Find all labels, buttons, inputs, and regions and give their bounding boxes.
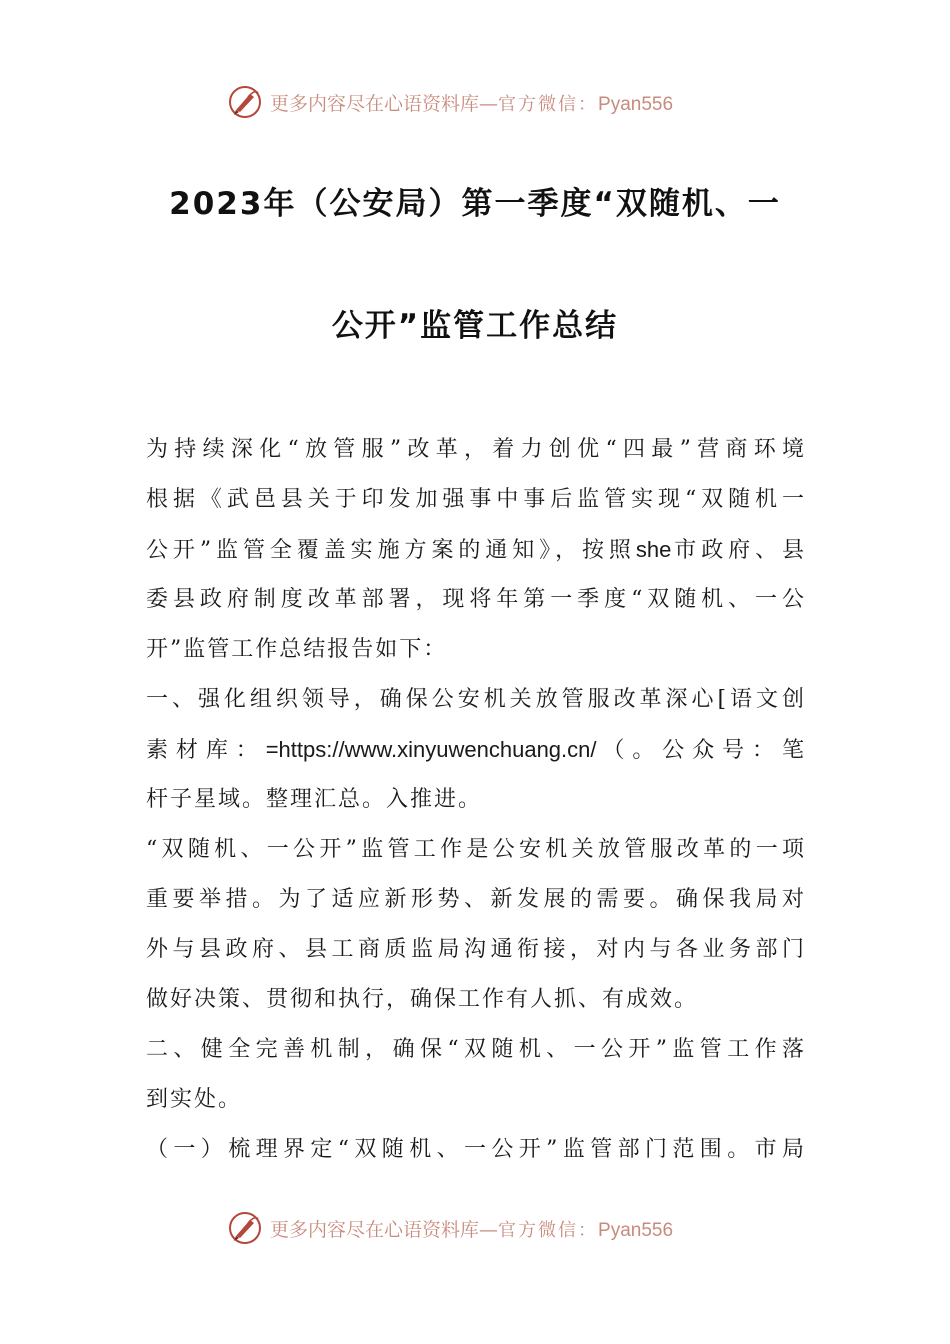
watermark-text: 更多内容尽在心语资料库—官方微信：Pyan556 <box>270 1218 674 1241</box>
document-body <box>146 425 806 1175</box>
watermark-banner-bottom <box>228 1208 673 1248</box>
body-line: 到实处。 <box>146 1087 243 1112</box>
watermark-banner-top <box>228 82 673 122</box>
body-line: 开”监管工作总结报告如下： <box>146 637 448 662</box>
pen-logo-icon <box>228 1211 262 1245</box>
body-line: 素材库：=https://www.xinyuwenchuang.cn/（。公众号：笔 <box>146 737 806 763</box>
body-line: 杆子星域。整理汇总。入推进。 <box>146 787 483 812</box>
body-line: 为持续深化“放管服”改革，着力创优“四最”营商环境 <box>146 437 806 462</box>
document-title-line-1: 2023年（公安局）第一季度“双随机、一 <box>169 186 781 222</box>
pen-logo-icon <box>228 85 262 119</box>
document-title-line-2: 公开”监管工作总结 <box>331 308 619 344</box>
watermark-text: 更多内容尽在心语资料库—官方微信：Pyan556 <box>270 92 674 115</box>
body-line: 一、强化组织领导，确保公安机关放管服改革深心[语文创 <box>146 687 806 712</box>
body-line: 外与县政府、县工商质监局沟通衔接，对内与各业务部门 <box>146 937 806 962</box>
body-line: 做好决策、贯彻和执行，确保工作有人抓、有成效。 <box>146 987 699 1012</box>
body-line: 根据《武邑县关于印发加强事中事后监管实现“双随机一 <box>146 487 806 512</box>
body-line: 重要举措。为了适应新形势、新发展的需要。确保我局对 <box>146 887 806 912</box>
body-line: “双随机、一公开”监管工作是公安机关放管服改革的一项 <box>146 837 806 862</box>
body-line: 二、健全完善机制，确保“双随机、一公开”监管工作落 <box>146 1037 806 1062</box>
body-line: 委县政府制度改革部署，现将年第一季度“双随机、一公 <box>146 587 806 612</box>
body-line: （一）梳理界定“双随机、一公开”监管部门范围。市局 <box>146 1137 806 1162</box>
body-line: 公开”监管全覆盖实施方案的通知》，按照she市政府、县 <box>146 537 806 563</box>
